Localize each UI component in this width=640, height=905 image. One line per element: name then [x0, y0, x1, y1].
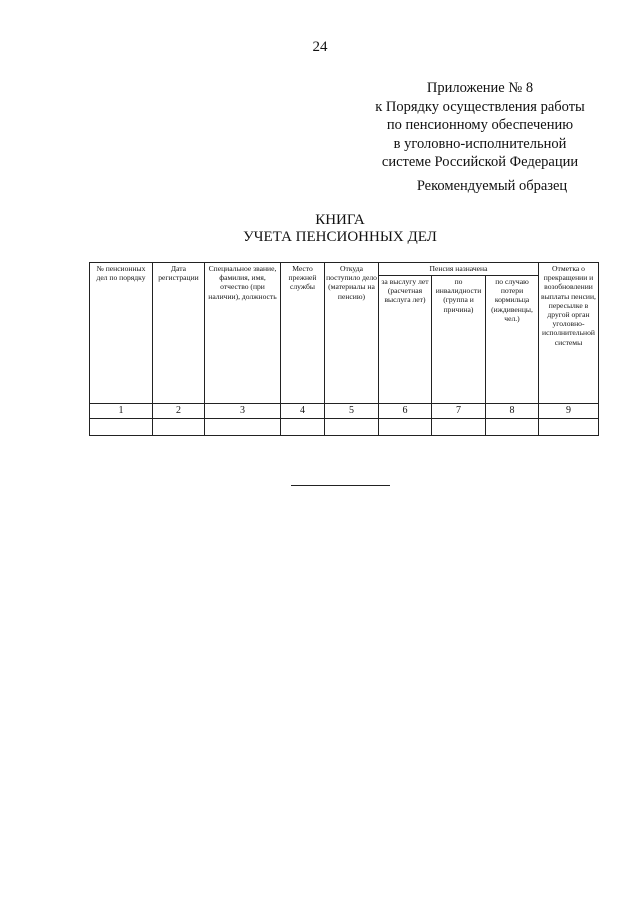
appendix-line-2: к Порядку осуществления работы: [375, 98, 585, 115]
header-cell-name: Специальное звание, фамилия, имя, отчество (при наличии), должность: [205, 263, 281, 404]
table-cell[interactable]: [205, 419, 281, 436]
table-cell[interactable]: [90, 419, 153, 436]
column-number: 7: [432, 404, 486, 419]
page-number: 24: [312, 39, 328, 55]
header-cell-pension-assigned: Пенсия назначена: [379, 263, 539, 276]
table-row: [90, 419, 599, 436]
header-cell-notes: Отметка о прекращении и возобновлении выплаты пенсии, пересылке в другой орган уголовно-исполнительной системы: [539, 263, 599, 404]
table-cell[interactable]: [281, 419, 325, 436]
appendix-block: [330, 79, 630, 172]
column-numbers-row: [90, 404, 599, 419]
header-cell-number: № пенсионных дел по порядку: [90, 263, 153, 404]
column-number: 1: [90, 404, 153, 419]
document-title: [0, 212, 640, 246]
table-cell[interactable]: [486, 419, 539, 436]
column-number: 8: [486, 404, 539, 419]
table-cell[interactable]: [539, 419, 599, 436]
column-number: 2: [153, 404, 205, 419]
appendix-line-5: системе Российской Федерации: [381, 154, 579, 170]
column-number: 9: [539, 404, 599, 419]
header-cell-source: Откуда поступило дело (материалы на пенсию): [325, 263, 379, 404]
header-cell-service-years: за выслугу лет (расчетная выслуга лет): [379, 276, 432, 404]
title-line-2: УЧЕТА ПЕНСИОННЫХ ДЕЛ: [243, 229, 437, 245]
closing-divider: [291, 485, 390, 486]
header-cell-date: Дата регистрации: [153, 263, 205, 404]
table-header-row: [90, 263, 599, 276]
table-cell[interactable]: [153, 419, 205, 436]
appendix-line-3: по пенсионному обеспечению: [386, 117, 574, 133]
table-cell[interactable]: [432, 419, 486, 436]
header-cell-disability: по инвалидности (группа и причина): [432, 276, 486, 404]
header-cell-previous-service: Место прежней службы: [281, 263, 325, 404]
column-number: 4: [281, 404, 325, 419]
column-number: 3: [205, 404, 281, 419]
recommended-sample-label: Рекомендуемый образец: [416, 178, 568, 194]
pension-cases-table: [89, 262, 599, 436]
table-cell[interactable]: [379, 419, 432, 436]
appendix-line-1: Приложение № 8: [426, 80, 534, 96]
title-line-1: КНИГА: [315, 212, 365, 228]
appendix-line-4: в уголовно-исполнительной: [393, 135, 567, 152]
column-number: 6: [379, 404, 432, 419]
table-cell[interactable]: [325, 419, 379, 436]
header-cell-survivor: по случаю потери кормильца (иждивенцы, чел.): [486, 276, 539, 404]
column-number: 5: [325, 404, 379, 419]
